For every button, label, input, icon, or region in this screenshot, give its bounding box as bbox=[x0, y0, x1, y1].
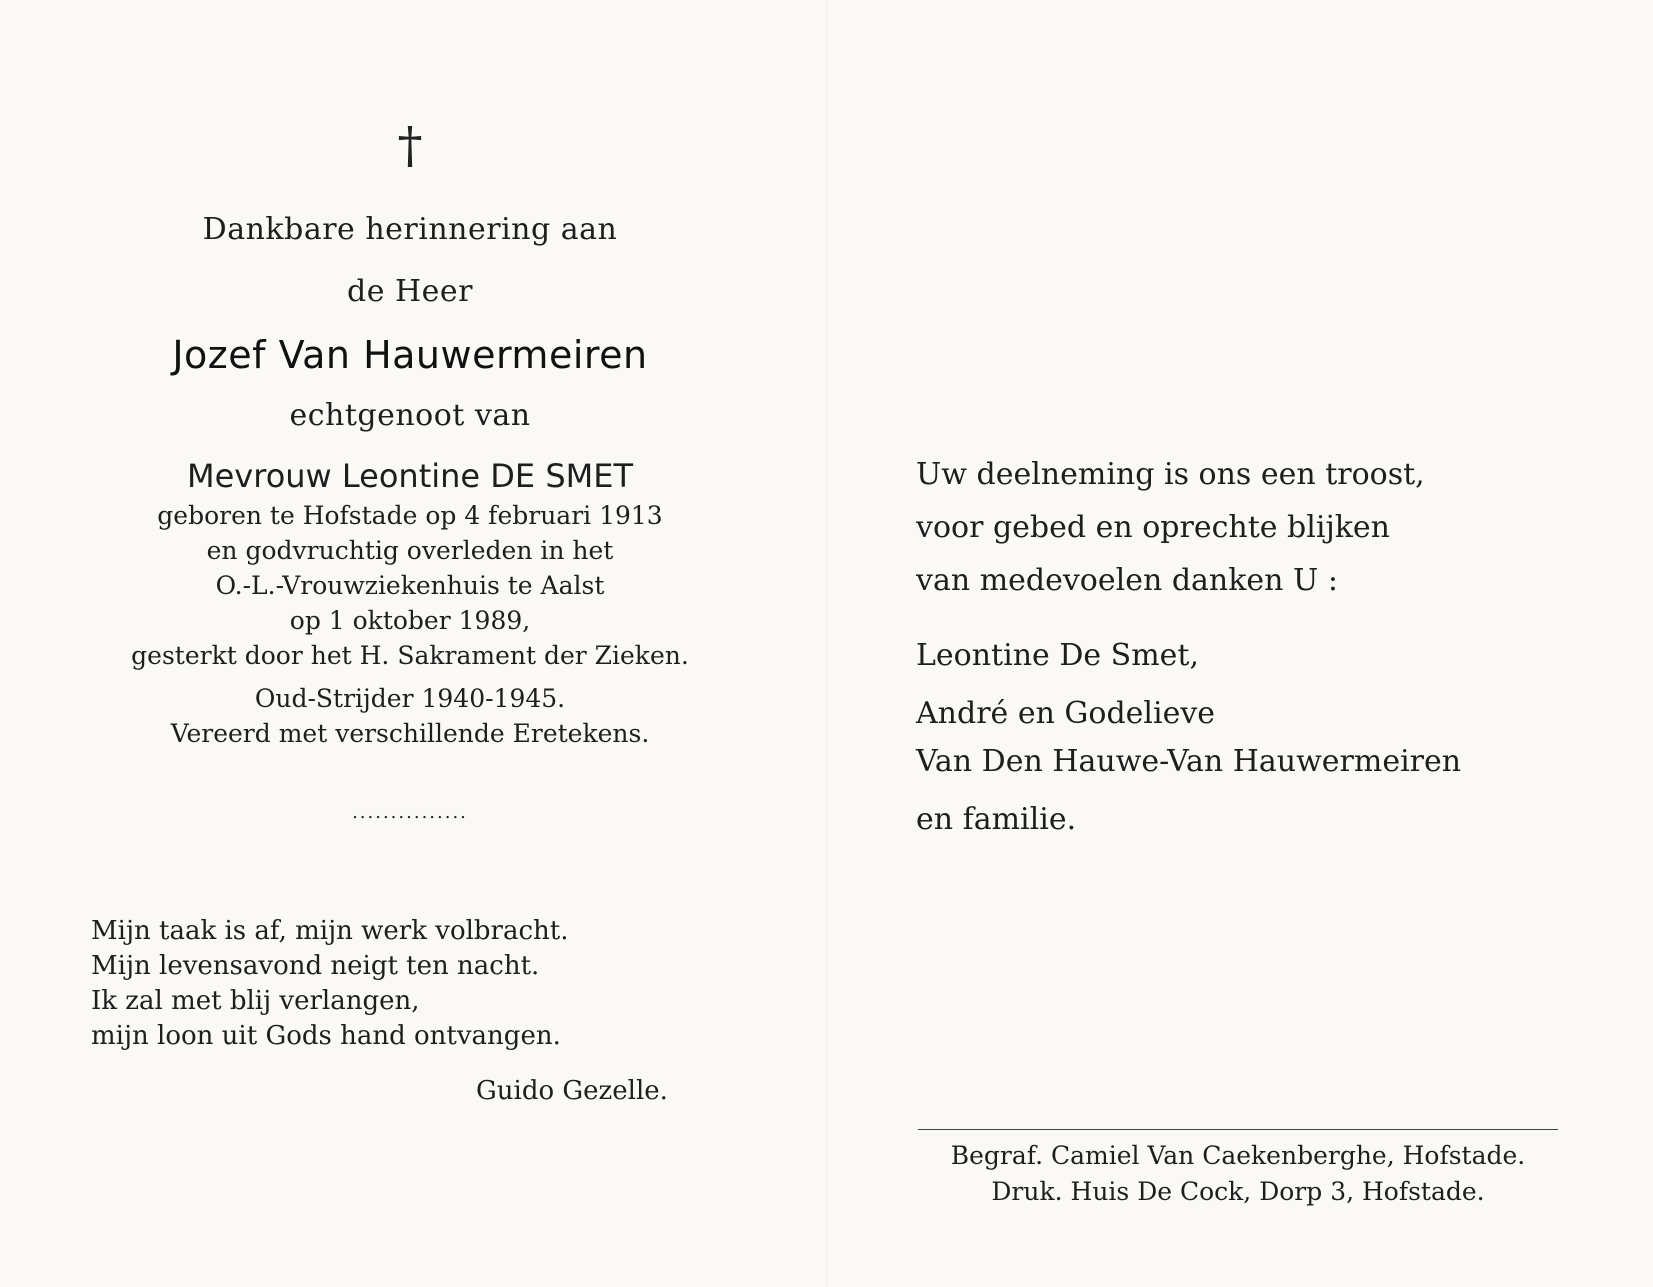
footer-line: Begraf. Camiel Van Caekenberghe, Hofstade. bbox=[950, 1141, 1526, 1170]
footer-divider bbox=[918, 1129, 1558, 1130]
bio-line: geboren te Hofstade op 4 februari 1913 bbox=[157, 501, 663, 530]
bio-block bbox=[80, 498, 740, 673]
title-text: de Heer bbox=[346, 274, 473, 309]
bio-line: op 1 oktober 1989, bbox=[289, 606, 531, 635]
bio-line: gesterkt door het H. Sakrament der Zieken. bbox=[131, 641, 689, 670]
honors-line: Oud-Strijder 1940-1945. bbox=[254, 684, 566, 713]
dotted-separator: ............... bbox=[352, 802, 468, 823]
deceased-name: Jozef Van Hauwermeiren bbox=[172, 333, 648, 377]
thanks-line: Uw deelneming is ons een troost, bbox=[916, 457, 1425, 492]
cross-icon: † bbox=[397, 116, 423, 174]
family-line: Van Den Hauwe-Van Hauwermeiren bbox=[916, 744, 1462, 779]
poem-line: Mijn levensavond neigt ten nacht. bbox=[91, 951, 540, 981]
thanks-line: voor gebed en oprechte blijken bbox=[916, 510, 1390, 545]
family-line: André en Godelieve bbox=[916, 696, 1216, 731]
thanks-line: van medevoelen danken U : bbox=[916, 563, 1338, 598]
poem-author: Guido Gezelle. bbox=[476, 1076, 668, 1106]
bio-line: en godvruchtig overleden in het bbox=[206, 536, 614, 565]
relation-text: echtgenoot van bbox=[289, 398, 531, 433]
printer-footer bbox=[918, 1138, 1558, 1210]
honors-line: Vereerd met verschillende Eretekens. bbox=[170, 719, 650, 748]
family-line: en familie. bbox=[916, 802, 1077, 837]
poem-line: Ik zal met blij verlangen, bbox=[91, 986, 420, 1016]
footer-line: Druk. Huis De Cock, Dorp 3, Hofstade. bbox=[991, 1177, 1485, 1206]
right-panel bbox=[916, 448, 1596, 844]
poem-block bbox=[91, 914, 569, 1054]
spouse-name: Mevrouw Leontine DE SMET bbox=[187, 457, 633, 495]
card-fold-line bbox=[826, 0, 827, 1287]
bio-line: O.-L.-Vrouwziekenhuis te Aalst bbox=[215, 571, 605, 600]
thanks-block bbox=[916, 448, 1596, 607]
poem-line: Mijn taak is af, mijn werk volbracht. bbox=[91, 916, 569, 946]
poem-line: mijn loon uit Gods hand ontvangen. bbox=[91, 1021, 561, 1051]
left-panel bbox=[80, 116, 740, 823]
family-line: Leontine De Smet, bbox=[916, 638, 1200, 673]
intro-text: Dankbare herinnering aan bbox=[202, 212, 618, 247]
honors-block bbox=[80, 681, 740, 751]
